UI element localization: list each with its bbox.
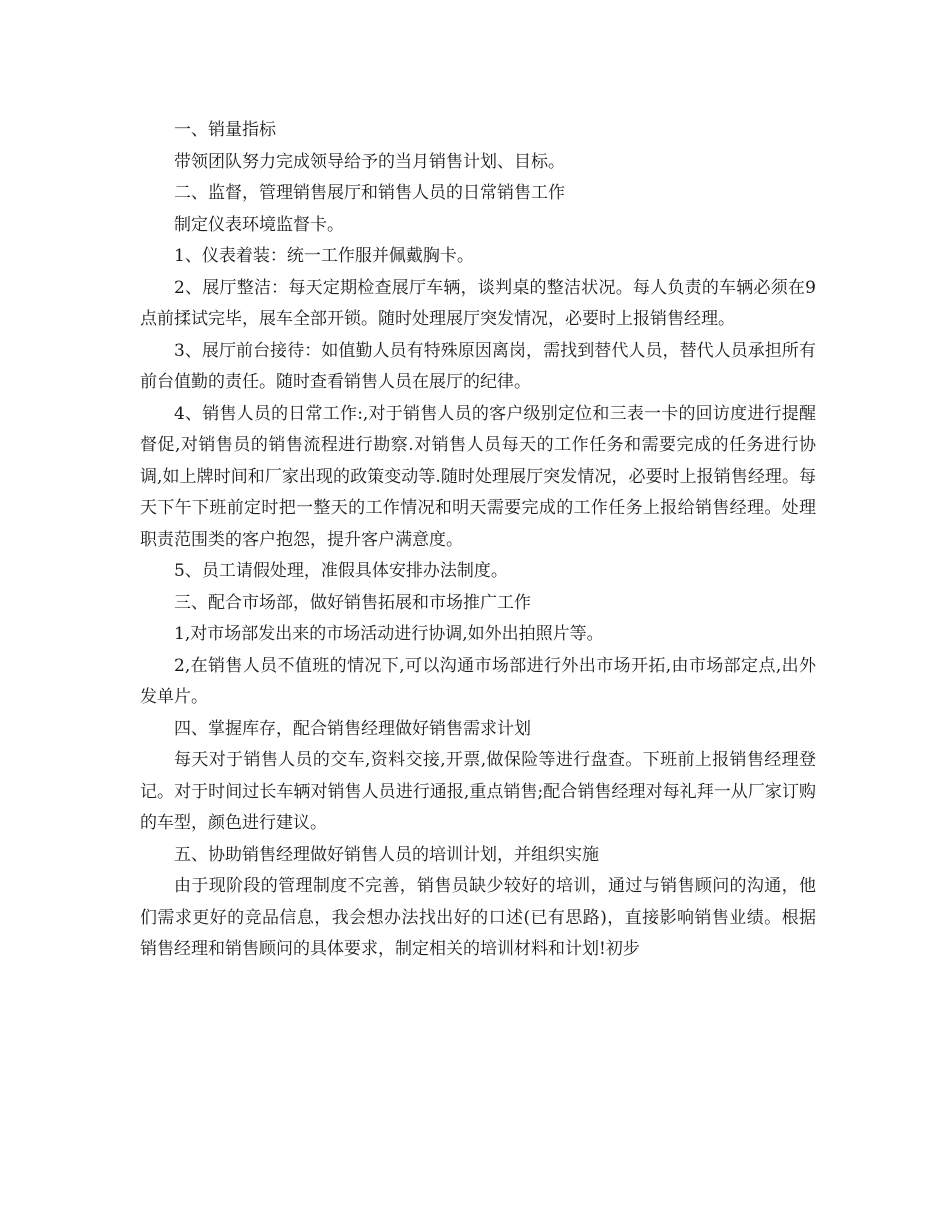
heading-marketing: 三、配合市场部，做好销售拓展和市场推广工作 [174, 592, 531, 613]
document-body [140, 115, 816, 966]
paragraph: 制定仪表环境监督卡。 [174, 214, 344, 235]
paragraph: 每天对于销售人员的交车,资料交接,开票,做保险等进行盘查。下班前上报销售经理登记。对于时间过长车辆对销售人员进行通报,重点销售;配合销售经理对每礼拜一从厂家订购的车型，颜色进行建议。 [140, 750, 816, 833]
list-item: 1,对市场部发出来的市场活动进行协调,如外出拍照片等。 [174, 624, 604, 644]
list-item: 2、展厅整洁：每天定期检查展厅车辆，谈判桌的整洁状况。每人负责的车辆必须在9点前揉试完毕，展车全部开锁。随时处理展厅突发情况，必要时上报销售经理。 [140, 277, 816, 329]
heading-sales-target: 一、销量指标 [174, 120, 276, 140]
heading-supervision: 二、监督，管理销售展厅和销售人员的日常销售工作 [174, 183, 565, 203]
heading-training: 五、协助销售经理做好销售人员的培训计划，并组织实施 [174, 844, 599, 865]
paragraph: 由于现阶段的管理制度不完善，销售员缺少较好的培训，通过与销售顾问的沟通，他们需求更好的竞品信息，我会想办法找出好的口述(已有思路)，直接影响销售业绩。根据销售经理和销售顾问的具体要求，制定相关的培训材料和计划!初步 [140, 876, 816, 959]
heading-inventory: 四、掌握库存，配合销售经理做好销售需求计划 [174, 718, 531, 739]
paragraph: 带领团队努力完成领导给予的当月销售计划、目标。 [174, 151, 565, 172]
list-item: 2,在销售人员不值班的情况下,可以沟通市场部进行外出市场开拓,由市场部定点,出外发单片。 [140, 655, 816, 707]
list-item: 1、仪表着装：统一工作服并佩戴胸卡。 [174, 246, 474, 266]
list-item: 3、展厅前台接待：如值勤人员有特殊原因离岗，需找到替代人员，替代人员承担所有前台值勤的责任。随时查看销售人员在展厅的纪律。 [140, 340, 816, 392]
list-item: 5、员工请假处理，准假具体安排办法制度。 [174, 561, 508, 581]
list-item: 4、销售人员的日常工作:,对于销售人员的客户级别定位和三表一卡的回访度进行提醒督促,对销售员的销售流程进行勘察.对销售人员每天的工作任务和需要完成的任务进行协调,如上牌时间和厂家出现的政策变动等.随时处理展厅突发情况，必要时上报销售经理。每天下午下班前定时把一整天的工作情况和明天需要完成的工作任务上报给销售经理。处理职责范围类的客户抱怨，提升客户满意度。 [140, 403, 816, 550]
